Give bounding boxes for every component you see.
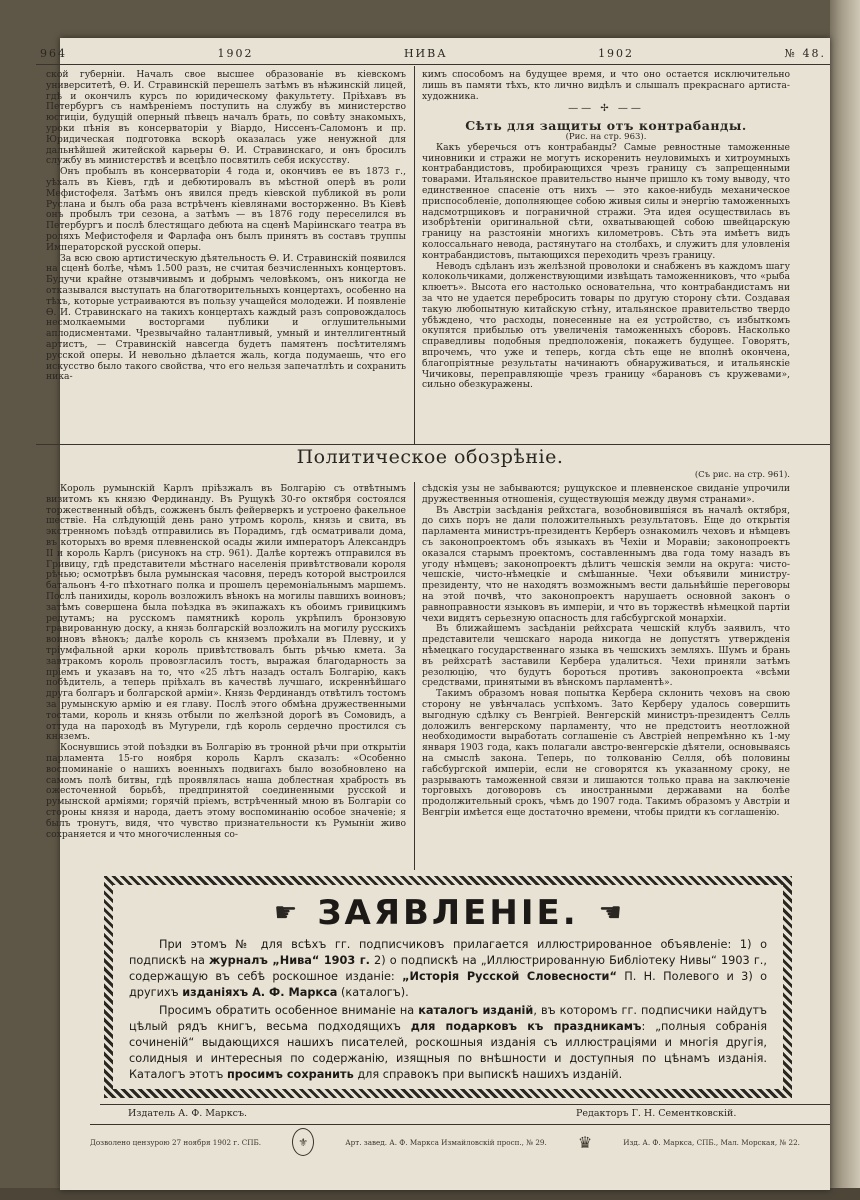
announcement-box [104, 876, 792, 1098]
article-stravinsky [46, 70, 406, 442]
magazine-name: НИВА [403, 46, 448, 60]
running-head [40, 42, 826, 64]
paragraph: ской губерніи. Началъ свое высшее образованіе въ кіевскомъ университетѣ, Ө. И. Стравинскій перешелъ затѣмъ въ нѣжинскій лицей, гдѣ и окончилъ курсъ по юридическому факультету. Пріѣхавъ въ Петербургъ съ намѣреніемъ поступить на службу въ министерство юстиціи, будущій оперный пѣвецъ началъ брать, по совѣту знакомыхъ, уроки пѣнія въ консерваторіи у Віардо, Ниссенъ-Саломонъ и пр. Юридическая подготовка вскорѣ оказалась уже ненужной для дальнѣйшей житейской карьеры Ө. И. Стравинскаго, и онъ бросилъ службу въ министерствѣ и всецѣло посвятилъ себя искусству. [46, 70, 406, 167]
political-column-right [422, 484, 790, 868]
text-run-bold: каталогъ изданій [418, 1004, 534, 1017]
footer-rule [90, 1124, 830, 1125]
text-run-bold: изданіяхъ А. Ф. Маркса [182, 986, 338, 999]
paragraph: сѣдскія узы не забываются; рущукское и плевненское свиданіе упрочили дружественныя отношенія, существующія между двумя странами». [422, 484, 790, 505]
text-run-bold: журналъ „Нива“ 1903 г. [209, 954, 370, 967]
announcement-header [129, 893, 767, 933]
figure-reference: (Съ рис. на стр. 961). [694, 470, 790, 480]
text-run-bold: просимъ сохранить [226, 1068, 354, 1081]
footer-rule [100, 1104, 830, 1105]
figure-reference: (Рис. на стр. 963). [565, 131, 647, 142]
text-run: (каталогъ). [337, 986, 409, 999]
column-divider [414, 66, 415, 444]
year-left: 1902 [217, 46, 254, 60]
paragraph: За всю свою артистическую дѣятельность Ө. И. Стравинскій появился на сценѣ болѣе, чѣмъ 1.500 разъ, не считая безчисленныхъ концертовъ. Будучи крайне отзывчивымъ и добрымъ человѣкомъ, онъ никогда не отказывался выступать на благотворительныхъ концертахъ, особенно на тѣхъ, которые устраиваются въ пользу учащейся молодежи. И появленіе Ө. И. Стравинскаго на такихъ концертахъ каждый разъ сопровождалось несмолкаемыми восторгами публики и оглушительными аплодисментами. Чрезвычайно талантливый, умный и интеллигентный артистъ, — Стравинскій навсегда будетъ памятенъ посѣтителямъ русской оперы. И невольно дѣлается жаль, когда подумаешь, что его искусство было такого свойства, что его нельзя запечатлѣть и сохранить ника- [46, 252, 406, 383]
printing-house: Арт. завед. А. Ф. Маркса Измайловскій просп., № 29. [345, 1137, 547, 1147]
year-right: 1902 [598, 46, 635, 60]
text-run: : „полныя собранія сочиненій“ выдающихся нашихъ писателей, роскошныя изданія съ иллюстраціями и многія другія, солидныя и интересныя по содержанію, изящныя по внѣшности и доступныя по цѣнамъ изданія. Каталогъ этотъ [129, 1020, 767, 1081]
paragraph: Въ Австріи засѣданія рейхстага, возобновившіяся въ началѣ октября, до сихъ поръ не дали положительныхъ результатовъ. Еще до открытія парламента министръ-президентъ Керберъ ознакомилъ чеховъ и нѣмцевъ съ законопроектомъ объ языкахъ въ Чехіи и Моравіи; законопроектъ оказался старымъ проектомъ, составленнымъ два года тому назадъ въ угоду нѣмцевъ; законопроектъ дѣлитъ чешскія земли на округа: чисто-чешскіе, чисто-нѣмецкіе и смѣшанные. Чехи объявили министру-президенту, что не находятъ возможнымъ вести дальнѣйшіе переговоры на этой почвѣ, что законопроектъ нарушаетъ основной законъ о равноправности языковъ въ имперіи, и что въ торжествѣ нѣмецкой партіи чехи видятъ серьезную опасность для габсбургской монархіи. [422, 504, 790, 624]
background-frame [830, 0, 860, 1200]
text-run: 2) о подпискѣ на „Иллюстрированную Библіотеку Нивы“ 1903 г., содержащую въ себѣ роскошное изданіе: [129, 954, 767, 983]
article-title: Сѣть для защиты отъ контрабанды. [465, 118, 747, 134]
page-number: 964 [40, 46, 67, 60]
paragraph: Король румынскій Карлъ пріѣзжалъ въ Болгарію съ отвѣтнымъ визитомъ къ князю Фердинанду. Въ Рущукѣ 30-го октября состоялся торжественный обѣдъ, сожженъ былъ фейерверкъ и устроено факельное шествіе. На слѣдующій день рано утромъ король, князь и свита, въ экстренномъ поѣздѣ отправились въ Порадимъ, гдѣ осматривали дома, въ которыхъ во время плевненской осады жили императоръ Александръ II и король Карлъ (рисунокъ на стр. 961). Далѣе кортежъ отправился въ Гривицу, гдѣ представители мѣстнаго населенія привѣтствовали короля рѣчью; осмотрѣвъ была румынская часовня, передъ которой выстроился батальонъ 4-го пѣхотнаго полка и прошелъ церемоніальнымъ маршемъ. Послѣ панихиды, король возложилъ вѣнокъ на могилы павшихъ воиновъ; затѣмъ совершена была поѣздка въ экипажахъ къ обоимъ гривицкимъ редутамъ; на русскомъ памятникѣ король укрѣпилъ бронзовую гравированную доску, а князь болгарскій возложилъ на могилу русскихъ воиновъ вѣнокъ; далѣе король съ княземъ проѣхали въ Плевну, и у тріумфальной арки король привѣтствовалъ быть рѣчью кмета. За завтракомъ король провозгласилъ тостъ, выражая благодарность за пріемъ и указавъ на то, что «25 лѣтъ назадъ осталъ Болгарію, какъ побѣдитель, а теперь пріѣхалъ въ качествѣ лучшаго, искреннѣйшаго друга болгаръ и болгарской арміи». Князь Фердинандъ отвѣтилъ тостомъ за румынскую армію и ея главу. Послѣ этого обмѣна дружественными тостами, король и князь отбыли по желѣзной дорогѣ въ Сомовидъ, а оттуда на пароходѣ въ Мугурели, гдѣ король сердечно простился съ княземъ. [46, 484, 406, 743]
text-run: для справокъ при выпискѣ нашихъ изданій. [353, 1068, 623, 1081]
article-smuggling [422, 70, 790, 442]
paragraph: кимъ способомъ на будущее время, и что оно остается исключительно лишь въ памяти тѣхъ, кто лично видѣлъ и слышалъ прекраснаго артиста-художника. [422, 70, 790, 102]
paragraph: Коснувшись этой поѣздки въ Болгарію въ тронной рѣчи при открытіи парламента 15-го ноября король Карлъ сказалъ: «Особенно воспоминаніе о нашихъ военныхъ подвигахъ было возобновлено на самомъ полѣ битвы, гдѣ проявлялась наша доблестная храбрость въ ожесточенной борьбѣ, предпринятой соединенными русской и румынской арміями; горячій пріемъ, встрѣченный мною въ Болгаріи со стороны князя и народа, даетъ этому воспоминанію особое значеніе; я былъ тронутъ, видя, что чувство признательности къ Румыніи живо сохраняется и что многочисленныя со- [46, 742, 406, 840]
pointing-hand-right-icon: ☛ [274, 898, 298, 928]
announcement-title: ЗАЯВЛЕНІЕ. [317, 893, 579, 933]
censorship-note: Дозволено цензурою 27 ноября 1902 г. СПБ. [90, 1137, 262, 1147]
section-rule [36, 444, 830, 445]
text-run: П. Н. Полевого и 3) о другихъ [129, 970, 768, 999]
column-divider [414, 482, 415, 870]
paragraph: Онъ пробылъ въ консерваторіи 4 года и, окончивъ ее въ 1873 г., уѣхалъ въ Кіевъ, гдѣ и дебютировалъ въ мѣстной оперѣ въ роли Мефистофеля. Затѣмъ онъ явился предъ кіевской публикой въ роли Руслана и былъ оба раза встрѣченъ кіевлянами восторженно. Въ Кіевѣ онъ пробылъ три сезона, а затѣмъ — въ 1876 году переселился въ Петербургъ и послѣ блестящаго дебюта на сценѣ Маріинскаго театра въ роляхъ Мефистофеля и Фарлафа онъ былъ принятъ въ составъ труппы Императорской русской оперы. [46, 166, 406, 253]
text-run-bold: для подарковъ къ праздникамъ [410, 1020, 642, 1033]
paragraph: Въ ближайшемъ засѣданіи рейхсрата чешскій клубъ заявилъ, что представители чешскаго народа никогда не допустятъ утвержденія нѣмецкаго государственнаго языка въ чешскихъ земляхъ. Шумъ и брань въ рейхсратѣ заставили Кербера удалиться. Чехи приняли затѣмъ резолюцію, что будутъ бороться противъ законопроекта «всѣми средствами, принятыми въ вѣнскомъ парламентѣ». [422, 623, 790, 689]
section-title: Политическое обозрѣніе. [296, 446, 564, 468]
double-headed-eagle-icon: ♛ [577, 1132, 593, 1152]
paragraph: Такимъ образомъ новая попытка Кербера склонить чеховъ на свою сторону не увѣнчалась успѣхомъ. Зато Керберу удалось совершить выгодную сдѣлку съ Венгріей. Венгерскій министръ-президентъ Селль доложилъ венгерскому парламенту, что не предстоитъ неотложной необходимости выработать соглашеніе съ Австріей непремѣнно къ 1-му января 1903 года, какъ полагали австро-венгерскіе дѣятели, основываясь на смыслѣ закона. Теперь, по толкованію Селля, обѣ половины габсбургской имперіи, если не сговорятся къ указанному сроку, не разрываютъ таможенной связи и лишаются только права на заключеніе торговыхъ договоровъ съ иностранными державами на болѣе продолжительный срокъ, чѣмъ до 1907 года. Такимъ образомъ у Австріи и Венгріи имѣется еще достаточно времени, чтобы придти къ соглашенію. [422, 688, 790, 818]
announcement-body [129, 937, 767, 1083]
imprint-line [90, 1126, 800, 1158]
paragraph: Какъ уберечься отъ контрабанды? Самые ревностные таможенные чиновники и стражи не могутъ искоренить неуловимыхъ и хитроумныхъ контрабандистовъ, пробирающихся чрезъ границу съ запрещенными товарами. Итальянское правительство нынче пришло къ тому выводу, что единственное спасеніе отъ нихъ — это какое-нибудь механическое приспособленіе, дополняющее собою живыя силы и энергію таможенныхъ надсмотрщиковъ и пограничной стражи. Эта идея осуществилась въ изобрѣтеніи оригинальной сѣти, охватывающей собою швейцарскую границу на разстояніи многихъ километровъ. Сѣть эта имѣетъ видъ колоссальнаго невода, растянутаго на столбахъ, и служитъ для уловленія контрабандистовъ, пытающихся переходить чрезъ границу. [422, 141, 790, 261]
text-run: При этомъ № для всѣхъ гг. подписчиковъ прилагается иллюстрированное объявленіе: 1) о подпискѣ на [129, 938, 767, 967]
header-rule [36, 64, 830, 65]
pointing-hand-left-icon: ☚ [598, 898, 622, 928]
text-run-bold: „Исторія Русской Словесности“ [402, 970, 617, 983]
ornament-divider: —— ✢ —— [568, 103, 644, 115]
announcement-paragraph [129, 937, 767, 1001]
editor-credit: Редакторъ Г. Н. Сементковскій. [576, 1108, 737, 1119]
text-run: , въ которомъ гг. подписчики найдутъ цѣлый рядъ книгъ, весьма подходящихъ [129, 1004, 768, 1033]
issue-number: № 48. [784, 46, 826, 60]
publisher-credit: Издатель А. Ф. Марксъ. [128, 1108, 248, 1119]
announcement-paragraph [129, 1003, 767, 1083]
publisher-seal-icon: ⚜ [292, 1128, 314, 1156]
publisher-address: Изд. А. Ф. Маркса, СПБ., Мал. Морская, № 22. [623, 1137, 800, 1147]
text-run: Просимъ обратить особенное вниманіе на [159, 1004, 419, 1017]
political-column-left [46, 484, 406, 868]
paragraph: Неводъ сдѣланъ изъ желѣзной проволоки и снабженъ въ каждомъ шагу колокольчиками, долженствующими извѣщать таможенниковъ, что «рыба клюетъ». Высота его настолько основательна, что контрабандистамъ ни за что не удается перебросить товары по другую сторону сѣти. Создавая такую любопытную китайскую стѣну, итальянское правительство твердо убѣждено, что расходы, понесенные на ея устройство, съ избыткомъ окупятся прибылью отъ увеличенія таможенныхъ сборовъ. Насколько справедливы подобныя предположенія, покажетъ будущее. Говорятъ, впрочемъ, что уже и теперь, когда сѣть еще не вполнѣ окончена, благопріятные результаты начинаютъ обнаруживаться, и итальянскіе Чичиковы, переправляющіе чрезъ границу «барановъ съ кружевами», сильно обезкуражены. [422, 260, 790, 391]
